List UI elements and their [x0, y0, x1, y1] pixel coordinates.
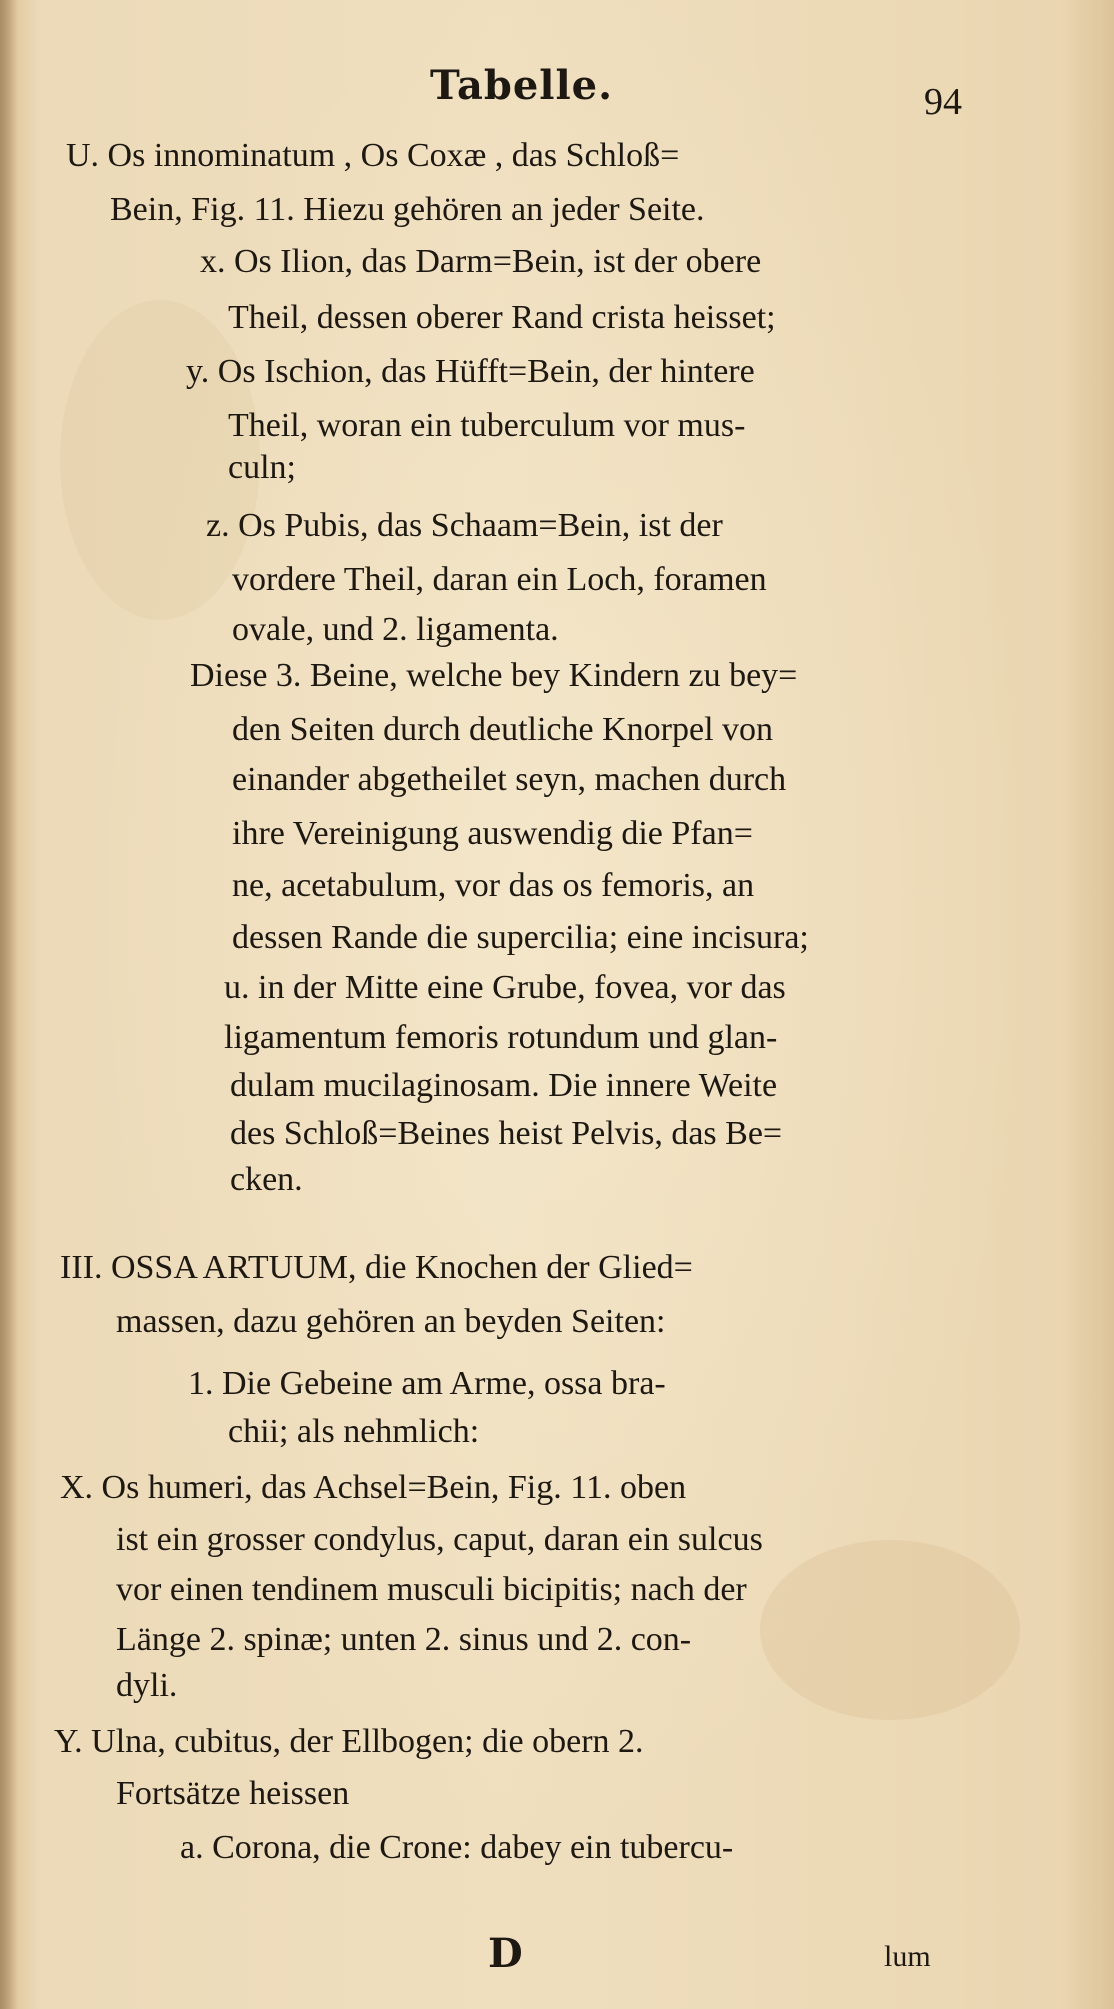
- text-line: einander abgetheilet seyn, machen durch: [232, 761, 787, 798]
- text-line: ne, acetabulum, vor das os femoris, an: [232, 867, 755, 904]
- text-line: dessen Rande die supercilia; eine incisura;: [232, 919, 809, 956]
- text-line: vordere Theil, daran ein Loch, foramen: [232, 561, 767, 598]
- paper-stain: [760, 1540, 1020, 1720]
- text-line: 1. Die Gebeine am Arme, ossa bra-: [188, 1365, 666, 1402]
- text-line: dyli.: [116, 1667, 178, 1704]
- text-line: ihre Vereinigung auswendig die Pfan=: [232, 815, 753, 852]
- running-head: [0, 62, 1114, 122]
- text-line: Theil, dessen oberer Rand crista heisset;: [228, 299, 776, 336]
- text-line: den Seiten durch deutliche Knorpel von: [232, 711, 774, 748]
- text-line: dulam mucilaginosam. Die innere Weite: [230, 1067, 778, 1104]
- text-line: Fortsätze heissen: [116, 1775, 350, 1812]
- signature-mark: D: [488, 1930, 523, 1977]
- text-line: des Schloß=Beines heist Pelvis, das Be=: [230, 1115, 783, 1152]
- text-line: a. Corona, die Crone: dabey ein tubercu-: [180, 1829, 734, 1866]
- text-line: culn;: [228, 449, 296, 486]
- text-line: Bein, Fig. 11. Hiezu gehören an jeder Seite.: [110, 191, 705, 228]
- text-line: Y. Ulna, cubitus, der Ellbogen; die obern 2.: [54, 1723, 644, 1760]
- catchword: lum: [884, 1940, 931, 1973]
- text-line: ovale, und 2. ligamenta.: [232, 611, 559, 648]
- section-heading: III. OSSA ARTUUM, die Knochen der Glied=: [60, 1249, 693, 1286]
- text-line: Theil, woran ein tuberculum vor mus-: [228, 407, 746, 444]
- text-line: x. Os Ilion, das Darm=Bein, ist der obere: [200, 243, 762, 280]
- text-line: U. Os innominatum , Os Coxæ , das Schloß=: [66, 137, 680, 174]
- text-line: massen, dazu gehören an beyden Seiten:: [116, 1303, 666, 1340]
- text-line: vor einen tendinem musculi bicipitis; nach der: [116, 1571, 747, 1608]
- page-gutter-shadow: [0, 0, 18, 2009]
- text-line: ist ein grosser condylus, caput, daran ein sulcus: [116, 1521, 763, 1558]
- text-line: chii; als nehmlich:: [228, 1413, 480, 1450]
- text-line: ligamentum femoris rotundum und glan-: [224, 1019, 778, 1056]
- text-line: Länge 2. spinæ; unten 2. sinus und 2. con-: [116, 1621, 692, 1658]
- text-line: X. Os humeri, das Achsel=Bein, Fig. 11. oben: [60, 1469, 687, 1506]
- text-line: z. Os Pubis, das Schaam=Bein, ist der: [206, 507, 723, 544]
- text-line: Diese 3. Beine, welche bey Kindern zu bey=: [190, 657, 798, 694]
- page-number: 94: [924, 81, 962, 123]
- text-line: y. Os Ischion, das Hüfft=Bein, der hintere: [186, 353, 755, 390]
- text-line: cken.: [230, 1161, 303, 1198]
- text-line: u. in der Mitte eine Grube, fovea, vor das: [224, 969, 786, 1006]
- running-title: Tabelle.: [430, 62, 614, 109]
